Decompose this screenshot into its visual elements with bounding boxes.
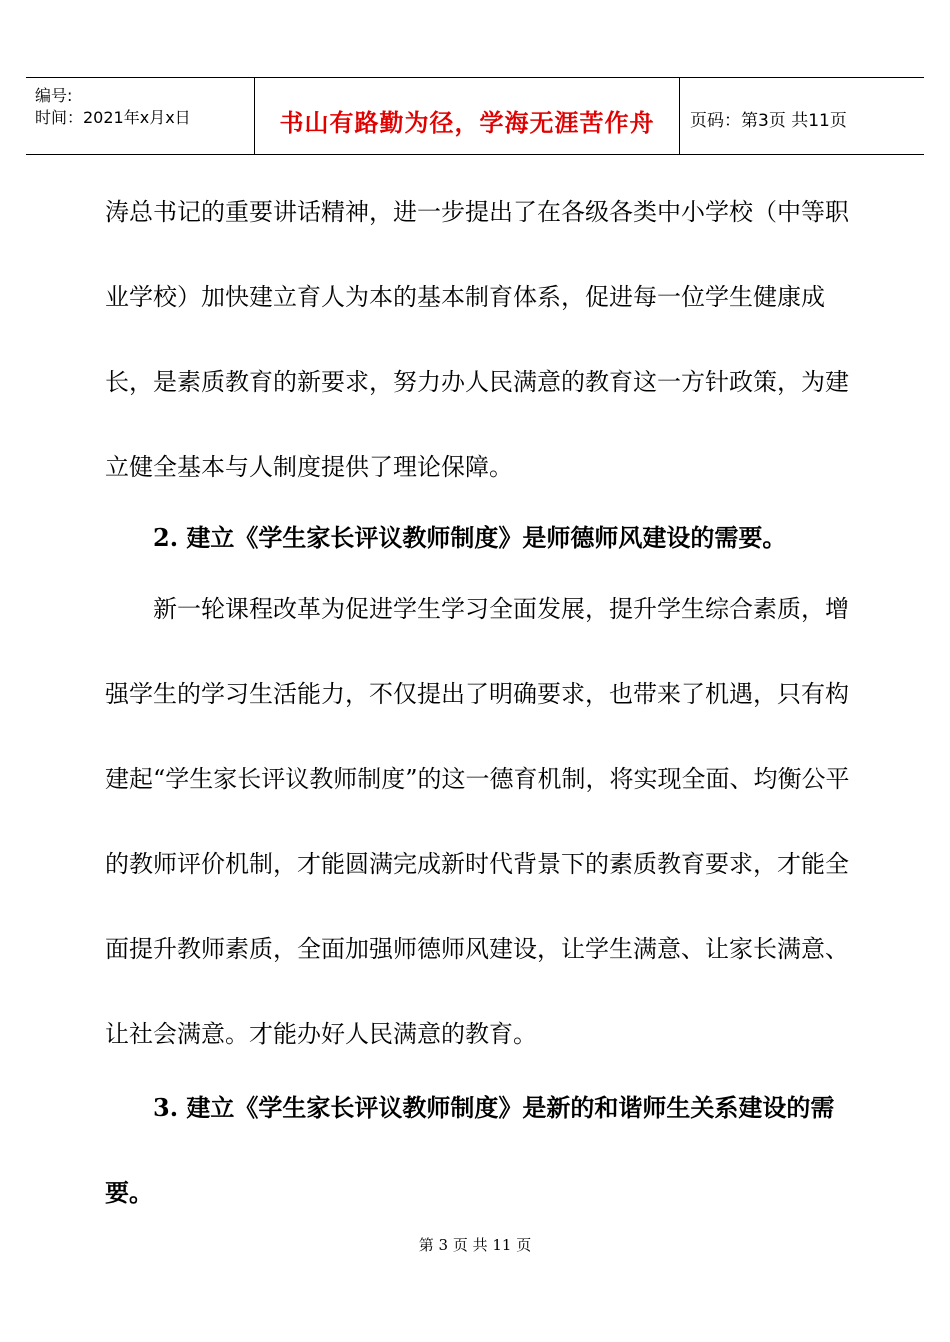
- document-number-label: 编号:: [35, 86, 73, 105]
- header-motto-cell: [255, 78, 680, 154]
- paragraph-continued: 涛总书记的重要讲话精神，进一步提出了在各级各类中小学校（中等职业学校）加快建立育人为本的基本制育体系，促进每一位学生健康成长，是素质教育的新要求，努力办人民满意的教育这一方针政策，为建立健全基本与人制度提供了理论保障。: [105, 198, 849, 481]
- header-meta-cell: [26, 78, 255, 154]
- page-footer: [0, 1234, 950, 1255]
- page-header: [26, 77, 924, 155]
- header-page-cell: [680, 78, 924, 154]
- section-heading-3: 3. 建立《学生家长评议教师制度》是新的和谐师生关系建设的需要。: [105, 1093, 835, 1207]
- section-heading-2: 2. 建立《学生家长评议教师制度》是师德师风建设的需要。: [153, 523, 787, 552]
- document-time-label: 时间：2021年x月x日: [35, 108, 191, 127]
- header-page-number: 页码：第3页 共11页: [690, 111, 847, 131]
- header-motto: 书山有路勤为径，学海无涯苦作舟: [279, 108, 655, 137]
- paragraph-2: 新一轮课程改革为促进学生学习全面发展，提升学生综合素质，增强学生的学习生活能力，不仅提出了明确要求，也带来了机遇，只有构建起“学生家长评议教师制度”的这一德育机制，将实现全面、均衡公平的教师评价机制，才能圆满完成新时代背景下的素质教育要求，才能全面提升教师素质，全面加强师德师风建设，让学生满意、让家长满意、让社会满意。才能办好人民满意的教育。: [105, 595, 850, 1048]
- footer-page-number: 第 3 页 共 11 页: [418, 1236, 532, 1254]
